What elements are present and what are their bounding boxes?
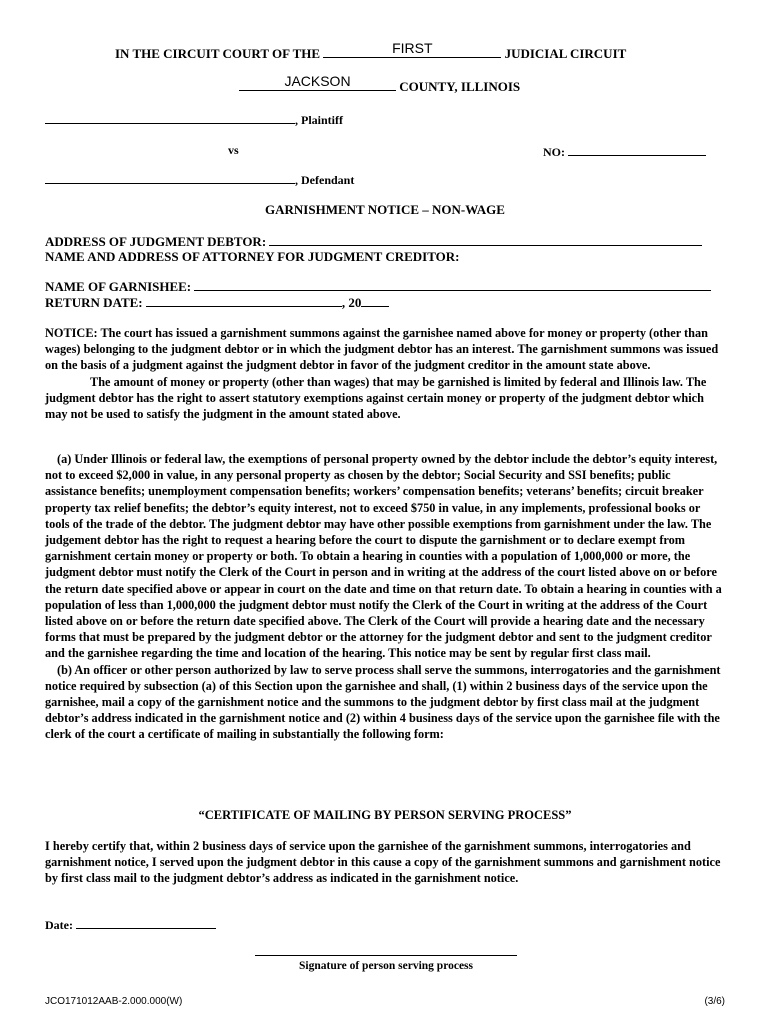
garnishee-line xyxy=(45,278,711,295)
return-date-field[interactable] xyxy=(146,294,342,307)
defendant-line xyxy=(45,171,354,188)
date-line xyxy=(45,916,216,933)
county-value: JACKSON xyxy=(284,73,351,89)
attorney-label: NAME AND ADDRESS OF ATTORNEY FOR JUDGMENT CREDITOR: xyxy=(45,249,460,264)
defendant-field[interactable] xyxy=(45,171,295,184)
notice-section xyxy=(45,325,725,422)
certificate-section xyxy=(45,838,725,887)
plaintiff-label: , Plaintiff xyxy=(295,113,343,127)
circuit-field[interactable] xyxy=(323,40,501,58)
plaintiff-line xyxy=(45,111,343,128)
return-date-line xyxy=(45,294,389,311)
form-id: JCO171012AAB-2.000.000(W) xyxy=(45,996,183,1007)
defendant-label: , Defendant xyxy=(295,173,355,187)
notice-paragraph-1: NOTICE: The court has issued a garnishment summons against the garnishee named above for money or property (other than wages) belonging to the judgment debtor or in which the judgment debtor has an interest. The garnishment summons was issued on the basis of a judgment against the judgment debtor in favor of the judgment creditor in the amount state above. xyxy=(45,326,719,373)
date-field[interactable] xyxy=(76,916,216,929)
garnishee-label: NAME OF GARNISHEE: xyxy=(45,279,192,294)
debtor-address-field[interactable] xyxy=(269,233,702,246)
certificate-title: “CERTIFICATE OF MAILING BY PERSON SERVING PROCESS” xyxy=(198,808,572,822)
signature-label: Signature of person serving process xyxy=(299,960,473,972)
document-title: GARNISHMENT NOTICE – NON-WAGE xyxy=(265,202,505,217)
return-year-field[interactable] xyxy=(361,294,389,307)
notice-paragraph-2: The amount of money or property (other than wages) that may be garnished is limited by federal and Illinois law. The judgment debtor has the right to assert statutory exemptions against certain money or property of the judgment debtor which may not be used to satisfy the judgment in the amount stated above. xyxy=(45,374,707,422)
circuit-value: FIRST xyxy=(392,40,433,56)
county-heading xyxy=(239,73,521,95)
return-date-label: RETURN DATE: xyxy=(45,295,143,310)
plaintiff-field[interactable] xyxy=(45,111,295,124)
debtor-address-line xyxy=(45,233,702,250)
signature-field[interactable] xyxy=(255,955,517,956)
county-field[interactable] xyxy=(239,73,396,91)
debtor-address-label: ADDRESS OF JUDGMENT DEBTOR: xyxy=(45,234,267,249)
case-number-label: NO: xyxy=(543,145,565,159)
section-b-paragraph: (b) An officer or other person authorized by law to serve process shall serve the summons, interrogatories and the garnishment notice required by subsection (a) of this Section upon the garnishee and shall, (1) within 2 business days of the service upon the garnishee, mail a copy of the garnishment notice and the summons to the judgment debtor by first class mail at the judgment debtor’s address indicated in the garnishment notice and (2) within 4 business days of the service upon the garnishee file with the clerk of the court a certificate of mailing in substantially the following form: xyxy=(45,662,721,742)
date-label: Date: xyxy=(45,918,73,932)
garnishee-field[interactable] xyxy=(194,278,711,291)
certificate-paragraph: I hereby certify that, within 2 business days of service upon the garnishee of the garnishment summons, interrogatories and garnishment notice, I served upon the judgment debtor in this cause a copy of the garnishment summons and garnishment notice by first class mail to the judgment debtor’s address as indicated in the garnishment notice. xyxy=(45,839,721,886)
court-prefix: IN THE CIRCUIT COURT OF THE xyxy=(115,46,321,61)
exemptions-section xyxy=(45,451,725,743)
section-a-paragraph: (a) Under Illinois or federal law, the exemptions of personal property owned by the debtor include the debtor’s equity interest, not to exceed $2,000 in value, in any personal property as chosen by the debtor; Social Security and SSI benefits; public assistance benefits; unemployment compensation benefits; workers’ compensation benefits; veterans’ benefits; circuit breaker property tax relief benefits; the debtor’s equity interest, not to exceed $750 in value, in any implements, professional books or tools of the trade of the debtor. The judgment debtor may have other possible exemptions from garnishment under the law. The judgement debtor has the right to request a hearing before the court to dispute the garnishment or to declare exempt from garnishment certain money or property or both. To obtain a hearing in counties with a population of 1,000,000 or more, the judgment debtor must notify the Clerk of the Court in person and in writing at the address of the court listed above on or before the return date specified above or appear in court on the date and time on that return date. To obtain a hearing in counties with a population of less than 1,000,000 the judgment debtor must notify the Clerk of the Court in writing at the address of the Court listed above on or before the return date specified above. The Clerk of the Court will provide a hearing date and the necessary forms that must be prepared by the judgment debtor or the attorney for the judgment debtor and sent to the judgment creditor and the garnishee regarding the time and location of the hearing. This notice may be sent by regular first class mail. xyxy=(45,452,722,661)
page-indicator: (3/6) xyxy=(704,996,725,1007)
vs-label: vs xyxy=(228,143,239,157)
case-number-line xyxy=(543,143,706,160)
case-number-field[interactable] xyxy=(568,143,706,156)
county-suffix: COUNTY, ILLINOIS xyxy=(399,79,521,94)
court-suffix: JUDICIAL CIRCUIT xyxy=(504,46,627,61)
court-heading xyxy=(115,40,627,62)
year-prefix: , 20 xyxy=(341,295,362,310)
